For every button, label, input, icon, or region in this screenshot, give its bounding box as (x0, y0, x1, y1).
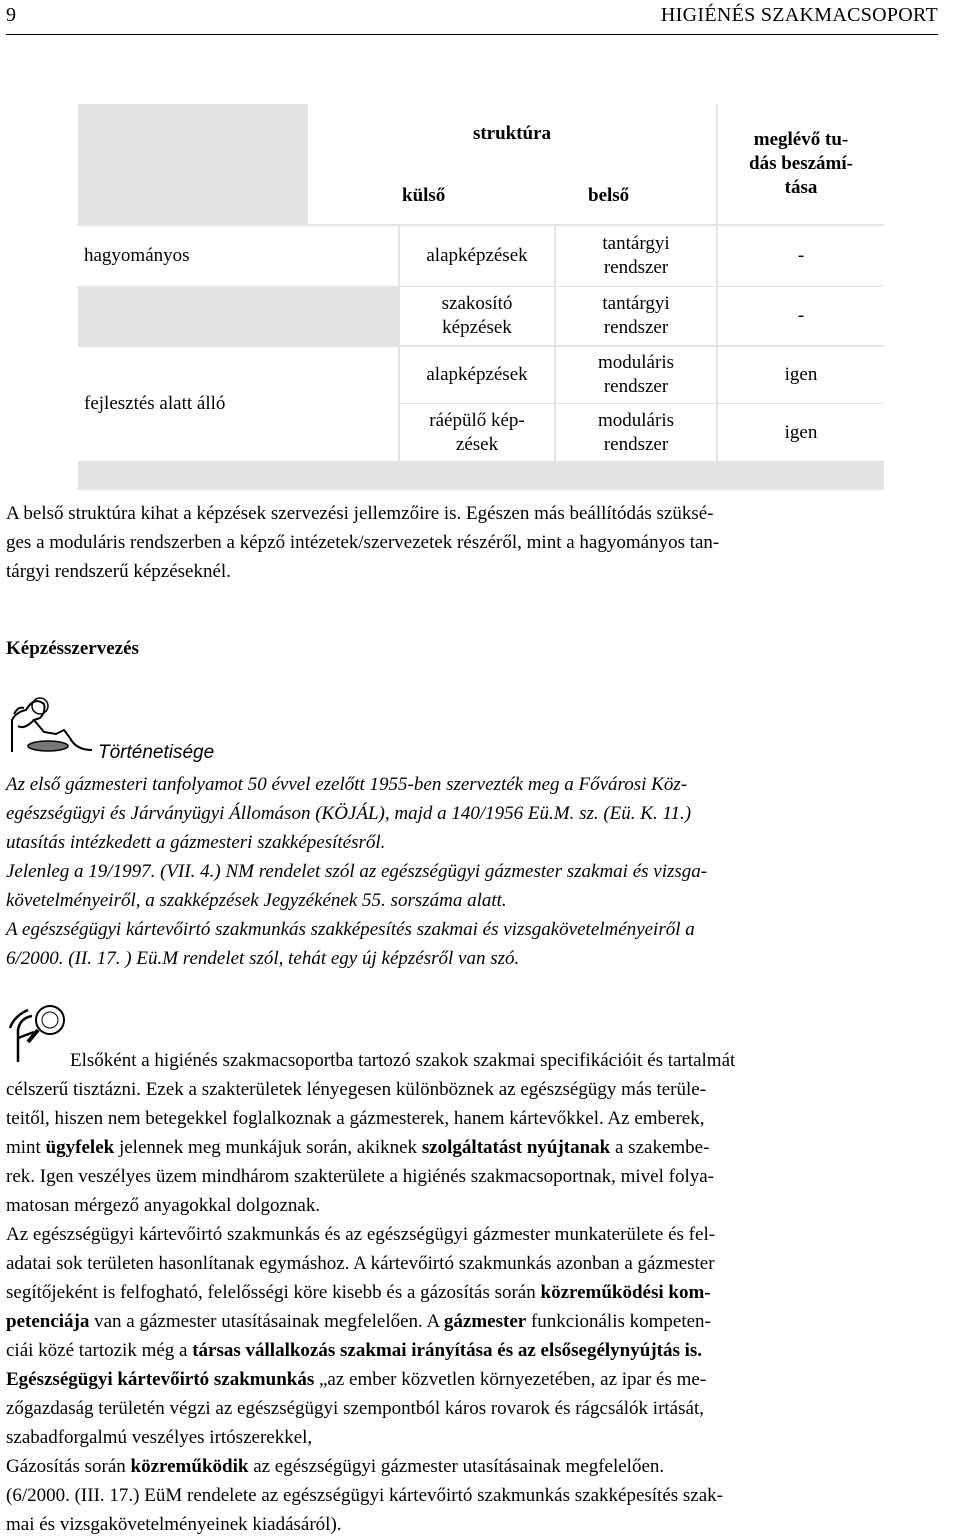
table-cell-kulso-4: ráépülő kép- zések (400, 404, 554, 461)
table-cell-belso-4: moduláris rendszer (556, 404, 716, 461)
table-cell-meglevo-3: igen (718, 347, 884, 403)
header-meglevo: meglévő tu- dás beszámí- tása (718, 104, 884, 224)
table-cell-belso-1: tantárgyi rendszer (556, 226, 716, 286)
header-struktura-sub (308, 164, 716, 224)
table-cell-kulso-3: alapképzések (400, 347, 554, 403)
history-paragraph: Az első gázmesteri tanfolyamot 50 évvel ezelőtt 1955-ben szervezték meg a Fővárosi Köz- egészségügyi és Járványügyi Állomáson (KÖJÁL), majd a 140/1956 Eü.M. sz. (Eü. K. 11.) utasítás intézkedett a gázmesteri szakképesítésről. Jelenleg a 19/1997. (VII. 4.) NM rendelet szól az egészségügyi gázmester szakmai és vizsga- követelményeiről, a szakképzések Jegyzékének 55. sorszáma alatt. A egészségügyi kártevőirtó szakmunkás szakképesítés szakmai és vizsgakövetelményeiről a 6/2000. (II. 17. ) Eü.M rendelet szól, tehát egy új képzésről van szó. (6, 774, 708, 969)
page-number: 9 (6, 4, 16, 26)
section-subtitle: Történetisége (98, 742, 215, 763)
header-title: HIGIÉNÉS SZAKMACSOPORT (660, 4, 938, 26)
table-cell-belso-3: moduláris rendszer (556, 347, 716, 403)
table-cell-meglevo-4: igen (718, 404, 884, 461)
header-rule (6, 34, 938, 35)
table-cell-kulso-1: alapképzések (400, 226, 554, 286)
table-cell-kulso-2: szakosító képzések (400, 287, 554, 345)
group-fejlesztes: fejlesztés alatt álló (78, 347, 398, 461)
table-cell-meglevo-2: - (718, 287, 884, 345)
table-cell-meglevo-1: - (718, 226, 884, 286)
structure-table (78, 104, 884, 490)
section-title: Képzésszervezés (6, 638, 139, 659)
page-header (6, 4, 938, 34)
header-struktura: struktúra (308, 104, 716, 164)
body-paragraph: Elsőként a higiénés szakmacsoportba tartozó szakok szakmai specifikációit és tartalmát célszerű tisztázni. Ezek a szakterületek lényegesen különböznek az egészségügy más terüle- teitől, hiszen nem betegekkel foglalkoznak a gázmesterek, hanem kártevőkkel. Az emberek, mint ügyfelek jelennek meg munkájuk során, akiknek szolgáltatást nyújtanak a szakembe- rek. Igen veszélyes üzem mindhárom szakterülete a higiénés szakmacsoportnak, mivel folya- matosan mérgező anyagokkal dolgoznak. Az egészségügyi kártevőirtó szakmunkás és az egészségügyi gázmester munkaterülete és fel- adatai sok területen hasonlítanak egymáshoz. A kártevőirtó szakmunkás azonban a gázmester segítőjeként is felfogható, felelősségi köre kisebb és a gázosítás során közreműködési kom- petenciája van a gázmester utasításainak megfelelően. A gázmester funkcionális kompeten- ciái közé tartozik még a társas vállalkozás szakmai irányítása és az elsősegélynyújtás is. Egészségügyi kártevőirtó szakmunkás „az ember közvetlen környezetében, az ipar és me- zőgazdaság területén végzi az egészségügyi szempontból káros rovarok és rágcsálók irtását, szabadforgalmú veszélyes irtószerekkel, Gázosítás során közreműködik az egészségügyi gázmester utasításainak megfelelően. (6/2000. (III. 17.) EüM rendelete az egészségügyi kártevőirtó szakmunkás szakképesítés szak- mai és vizsgakövetelményeinek kiadásáról). (6, 1050, 736, 1535)
group-hagyomanyos: hagyományos (78, 226, 398, 286)
header-kulso: külső (402, 185, 446, 206)
header-belso: belső (588, 185, 630, 206)
magnifier-reader-icon (4, 690, 96, 762)
intro-paragraph: A belső struktúra kihat a képzések szervezési jellemzőire is. Egészen más beállítódás szüksé- ges a moduláris rendszerben a képző intézetek/szervezetek részéről, mint a hagyományos tan- tárgyi rendszerű képzéseknél. (6, 503, 720, 582)
table-cell-belso-2: tantárgyi rendszer (556, 287, 716, 345)
